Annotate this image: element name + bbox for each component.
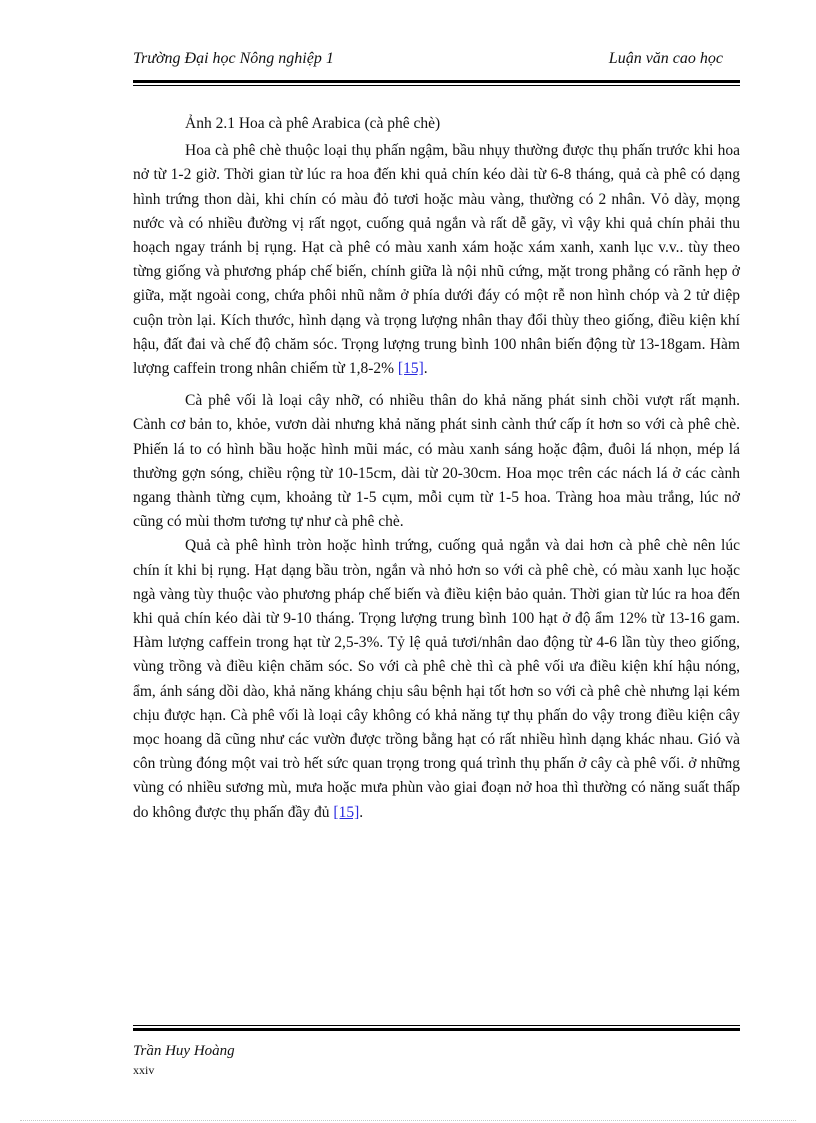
footer-author: Trần Huy Hoàng [133,1043,235,1059]
paragraph-robusta-fruit-end: . [359,803,364,821]
header-rule-thick [133,80,740,83]
paragraph-robusta-fruit-text: Quả cà phê hình tròn hoặc hình trứng, cuống quả ngắn và dai hơn cà phê chè nên lúc chín ít khi bị rụng. Hạt dạng bầu tròn, ngắn và nhỏ hơn so với cà phê chè, có màu xanh lục hoặc ngà vàng tùy thuộc vào phương pháp chế biến và điều kiện bảo quản. Thời gian từ lúc ra hoa đến khi quả chín kéo dài từ 9-10 tháng. Trọng lượng trung bình 100 hạt ở độ ẩm 12% từ 13-16 gam. Hàm lượng caffein trong hạt từ 2,5-3%. Tỷ lệ quả tươi/nhân dao động từ 4-6 lần tùy theo giống, vùng trồng và điều kiện chăm sóc. So với cà phê chè thì cà phê vối ưa điều kiện khí hậu nóng, ẩm, ánh sáng dồi dào, khả năng kháng chịu sâu bệnh hại tốt hơn so với cà phê chè nhưng lại kém chịu được hạn. Cà phê vối là loại cây không có khả năng tự thụ phấn do vậy trong điều kiện cây mọc hoang dã cũng như các vườn được trồng bằng hạt có rất nhiều hình dạng khác nhau. Gió và côn trùng đóng một vai trò hết sức quan trọng trong quá trình thụ phấn ở cây cà phê vối. ở những vùng có nhiều sương mù, mưa hoặc mưa phùn vào giai đoạn nở hoa thì thường có năng suất thấp do không được thụ phấn đầy đủ [133,537,740,821]
header-university: Trường Đại học Nông nghiệp 1 [133,50,334,67]
citation-link[interactable]: [15] [397,360,424,378]
page-number: xxiv [133,1063,155,1077]
footer-rule-thin [133,1025,740,1026]
paragraph-arabica [133,139,740,381]
paragraph-robusta-plant: Cà phê vối là loại cây nhỡ, có nhiều thân do khả năng phát sinh chồi vượt rất mạnh. Cành cơ bản to, khỏe, vươn dài nhưng khả năng phát sinh cành thứ cấp ít hơn so với cà phê chè. Phiến lá to có hình bầu hoặc hình mũi mác, có màu xanh sáng hoặc đậm, đuôi lá nhọn, mép lá thường gợn sóng, chiều rộng từ 10-15cm, dài từ 20-30cm. Hoa mọc trên các nách lá ở các cành ngang thành từng cụm, khoảng từ 1-5 cụm, mỗi cụm từ 1-5 hoa. Tràng hoa màu trắng, lúc nở cũng có mùi thơm tương tự như cà phê chè. [133,392,740,531]
page-bottom-dotted-line [20,1120,796,1121]
body-text [133,112,740,825]
paragraph-robusta-fruit [133,534,740,824]
paragraph-arabica-end: . [423,360,428,378]
paragraph-arabica-text: Hoa cà phê chè thuộc loại thụ phấn ngậm, bầu nhụy thường được thụ phấn trước khi hoa nở từ 1-2 giờ. Thời gian từ lúc ra hoa đến khi quả chín kéo dài từ 6-8 tháng, quả cà phê có dạng hình trứng thon dài, khi chín có màu đỏ tươi hoặc màu vàng, thường có 2 nhân. Vỏ dày, mọng nước và có nhiều đường vị rất ngọt, cuống quả ngắn và rất dễ gãy, vì vậy khi quả chín phải thu hoạch ngay tránh bị rụng. Hạt cà phê có màu xanh xám hoặc xám xanh, xanh lục v.v.. tùy theo từng giống và phương pháp chế biến, chính giữa là nội nhũ cứng, mặt trong phẳng có rãnh hẹp ở giữa, mặt ngoài cong, chứa phôi nhũ nằm ở phía dưới đáy có một rễ non hình chóp và 2 tử diệp cuộn tròn lại. Kích thước, hình dạng và trọng lượng nhân thay đổi thùy theo giống, điều kiện khí hậu, đất đai và chế độ chăm sóc. Trọng lượng trung bình 100 nhân biến động từ 13-18gam. Hàm lượng caffein trong nhân chiếm từ 1,8-2% [133,142,740,378]
image-caption: Ảnh 2.1 Hoa cà phê Arabica (cà phê chè) [185,115,441,132]
page-header [133,50,723,74]
header-rule-thin [133,85,740,86]
citation-link[interactable]: [15] [333,803,360,821]
header-thesis-type: Luận văn cao học [608,50,723,67]
footer-rule-thick [133,1028,740,1031]
page-footer [133,1040,740,1078]
